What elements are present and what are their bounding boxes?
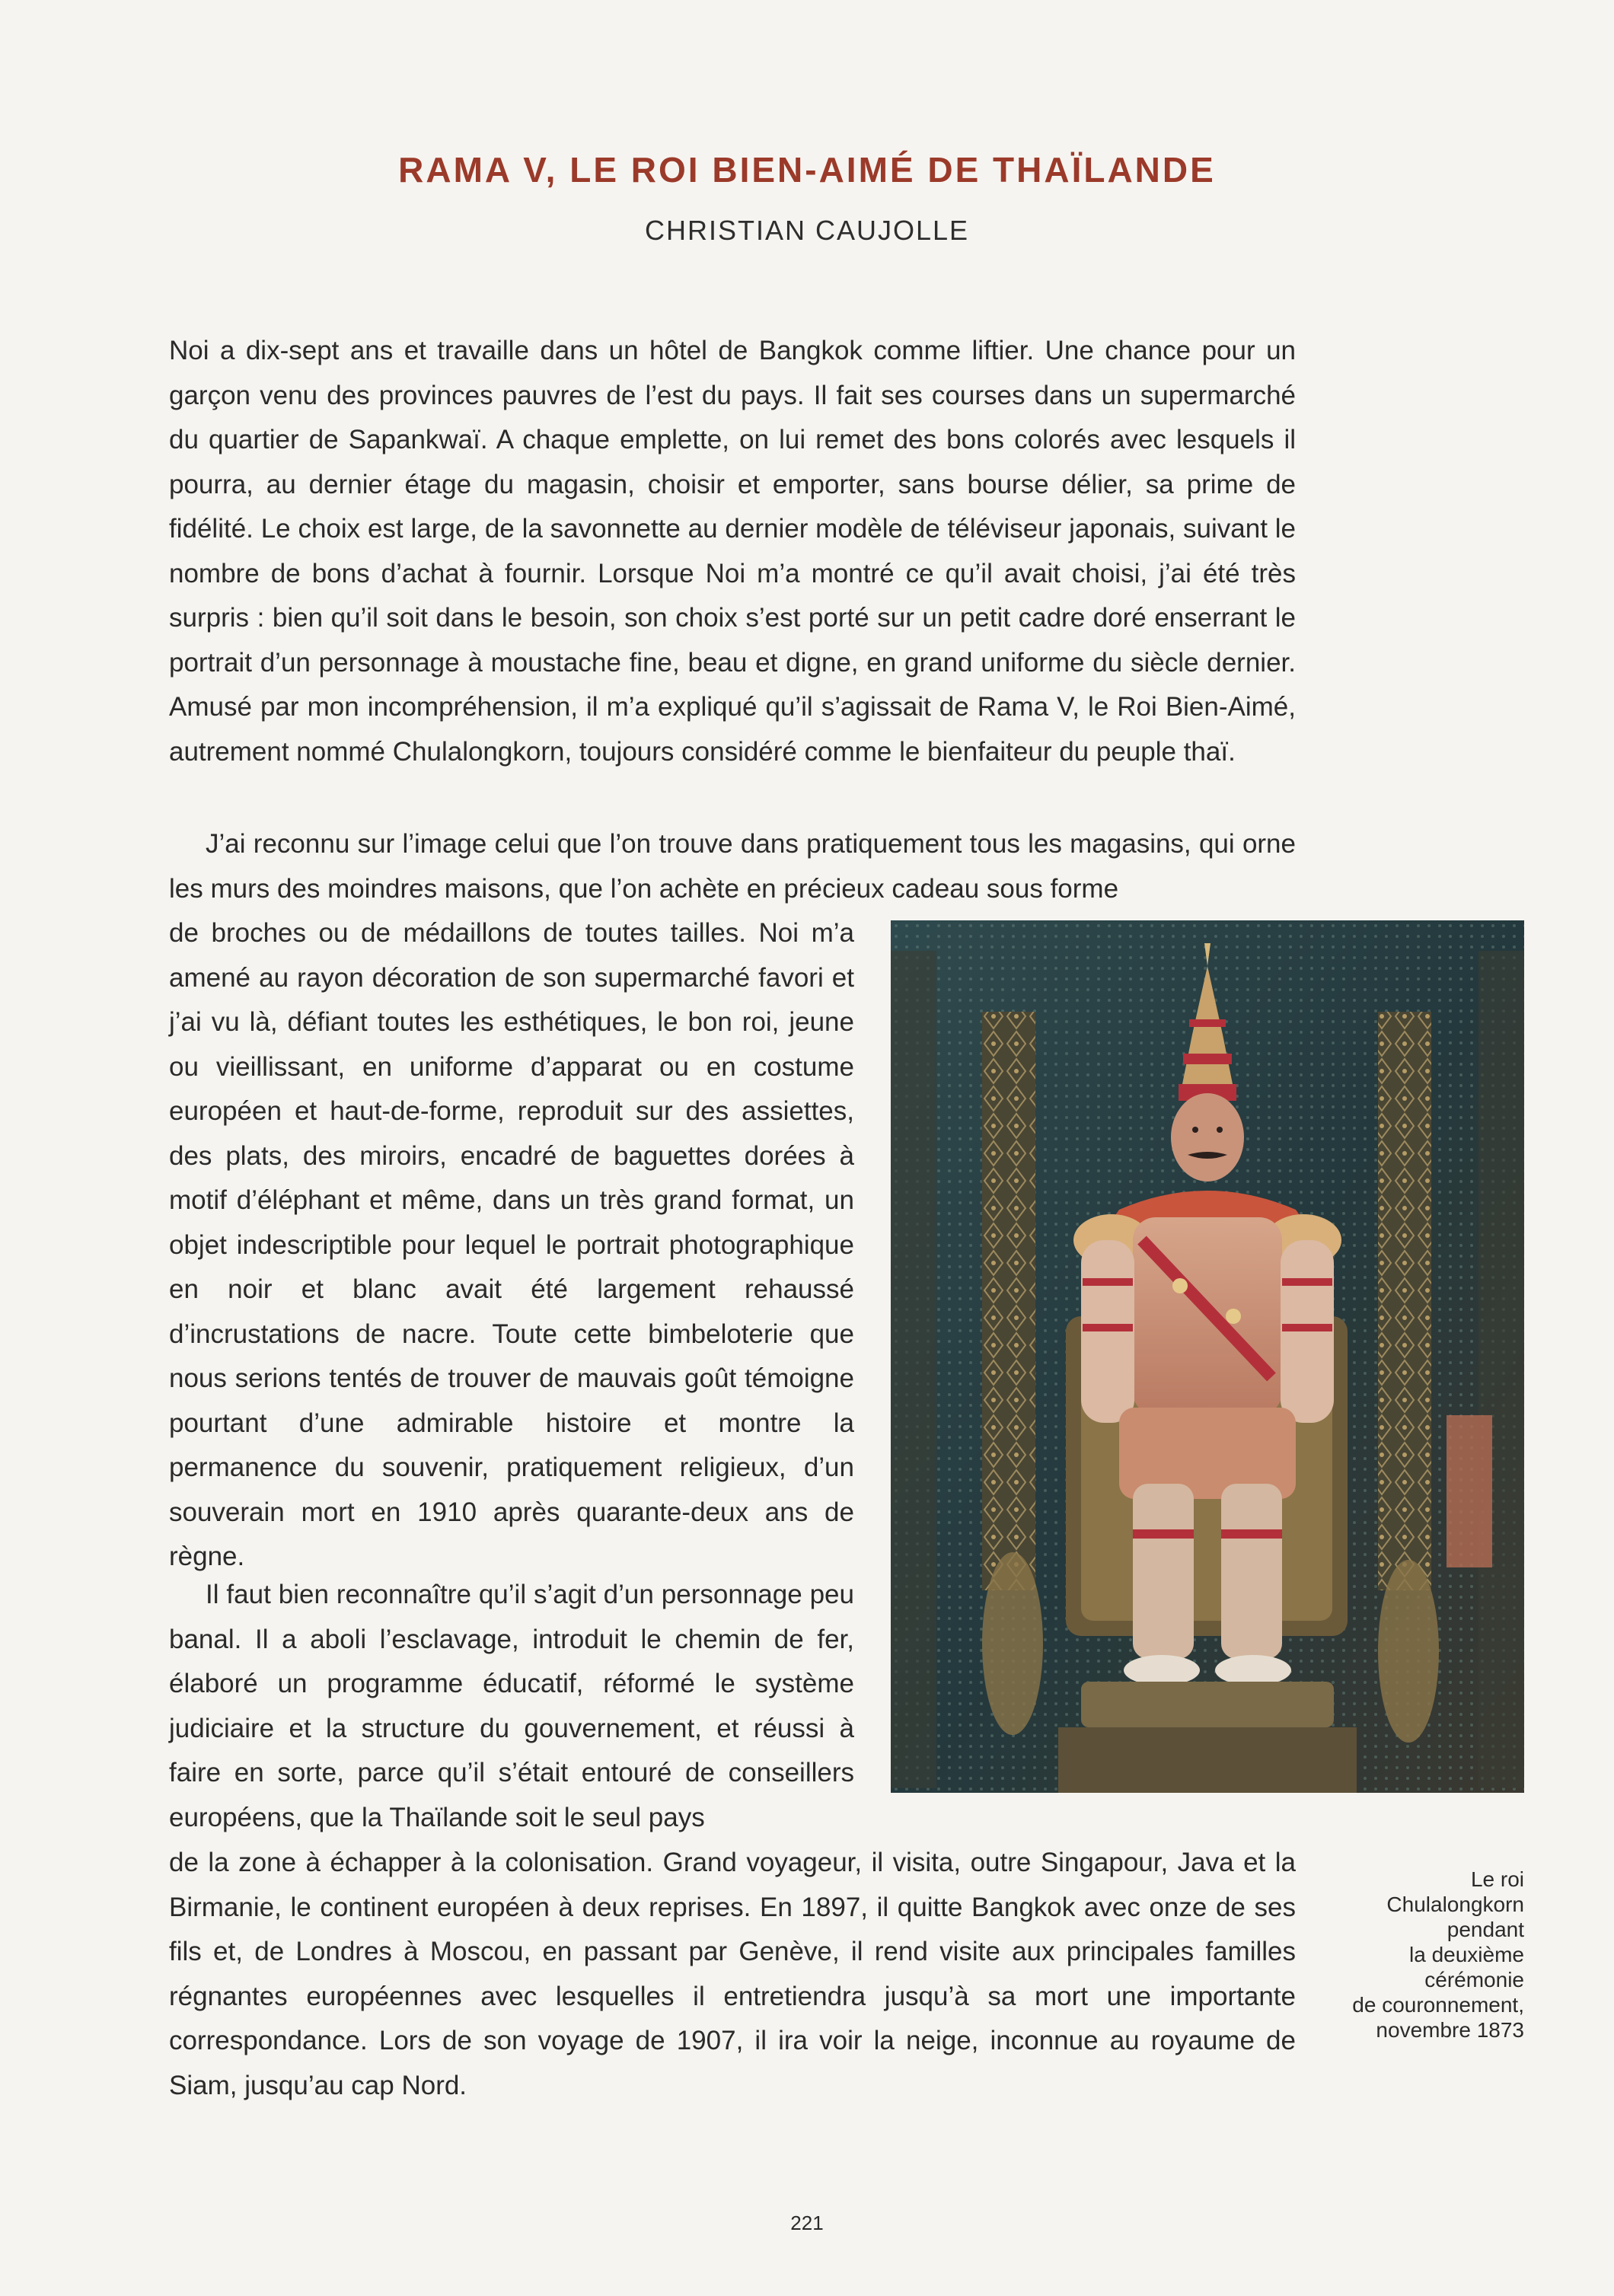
caption-line-1: Le roi	[1470, 1867, 1524, 1891]
paragraph-2-intro	[169, 822, 1296, 911]
paragraph-3-body: de la zone à échapper à la colonisation. Grand voyageur, il visita, outre Singapour, Java et la Birmanie, le continent européen à deux reprises. En 1897, il quitte Bangkok avec onze de ses fils et, de Londres à Moscou, en passant par Genève, il rend visite aux principales familles régnantes européennes avec lesquelles il entretiendra jusqu’à sa mort une importante correspondance. Lors de son voyage de 1907, il ira voir la neige, inconnue au royaume de Siam, jusqu’au cap Nord.	[169, 1848, 1296, 2100]
image-caption	[1325, 1867, 1524, 2042]
paragraph-1: Noi a dix-sept ans et travaille dans un hôtel de Bangkok comme liftier. Une chance pour un garçon venu des provinces pauvres de l’est du pays. Il fait ses courses dans un supermarché du quartier de Sapankwaï. A chaque emplette, on lui remet des bons colorés avec lesquels il pourra, au dernier étage du magasin, choisir et emporter, sans bourse délier, sa prime de fidélité. Le choix est large, de la savonnette au dernier modèle de téléviseur japonais, suivant le nombre de bons d’achat à fournir. Lorsque Noi m’a montré ce qu’il avait choisi, j’ai été très surpris : bien qu’il soit dans le besoin, son choix s’est porté sur un petit cadre doré enserrant le portrait d’un personnage à moustache fine, beau et digne, en grand uniforme du siècle dernier. Amusé par mon incompréhension, il m’a expliqué qu’il s’agissait de Rama V, le Roi Bien-Aimé, autrement nommé Chulalongkorn, toujours considéré comme le bienfaiteur du peuple thaï.	[169, 336, 1296, 767]
paragraph-3-intro	[169, 1573, 854, 1840]
caption-line-5: cérémonie	[1424, 1968, 1524, 1991]
article-title: RAMA V, LE ROI BIEN-AIMÉ DE THAÏLANDE	[398, 150, 1216, 190]
author-name: CHRISTIAN CAUJOLLE	[644, 215, 970, 246]
caption-line-4: la deuxième	[1409, 1943, 1524, 1966]
caption-line-6: de couronnement,	[1352, 1993, 1524, 2017]
king-portrait-image	[891, 920, 1524, 1793]
caption-line-7: novembre 1873	[1376, 2018, 1524, 2042]
page-number: 221	[790, 2211, 824, 2234]
paragraph-3-intro-text: Il faut bien reconnaître qu’il s’agit d’un personnage peu banal. Il a aboli l’esclavage, introduit le chemin de fer, élaboré un programme éducatif, réformé le système judiciaire et la structure du gouvernement, et réussi à faire en sorte, parce qu’il s’était entouré de conseillers européens, que la Thaïlande soit le seul pays	[169, 1580, 854, 1832]
paragraph-2-intro-text: J’ai reconnu sur l’image celui que l’on trouve dans pratiquement tous les magasins, qui orne les murs des moindres maisons, que l’on achète en précieux cadeau sous forme	[169, 829, 1296, 904]
paragraph-2-body: de broches ou de médaillons de toutes tailles. Noi m’a amené au rayon décoration de son supermarché favori et j’ai vu là, défiant toutes les esthétiques, le bon roi, jeune ou vieillissant, en uniforme d’apparat ou en costume européen et haut-de-forme, reproduit sur des assiettes, des plats, des miroirs, encadré de baguettes dorées à motif d’éléphant et même, dans un très grand format, un objet indescriptible pour lequel le portrait photographique en noir et blanc avait été largement rehaussé d’incrustations de nacre. Toute cette bimbeloterie que nous serions tentés de trouver de mauvais goût témoigne pourtant d’une admirable histoire et montre la permanence du souvenir, pratiquement religieux, d’un souverain mort en 1910 après quarante-deux ans de règne.	[169, 918, 854, 1571]
caption-line-3: pendant	[1447, 1918, 1524, 1941]
caption-line-2: Chulalongkorn	[1386, 1893, 1524, 1916]
